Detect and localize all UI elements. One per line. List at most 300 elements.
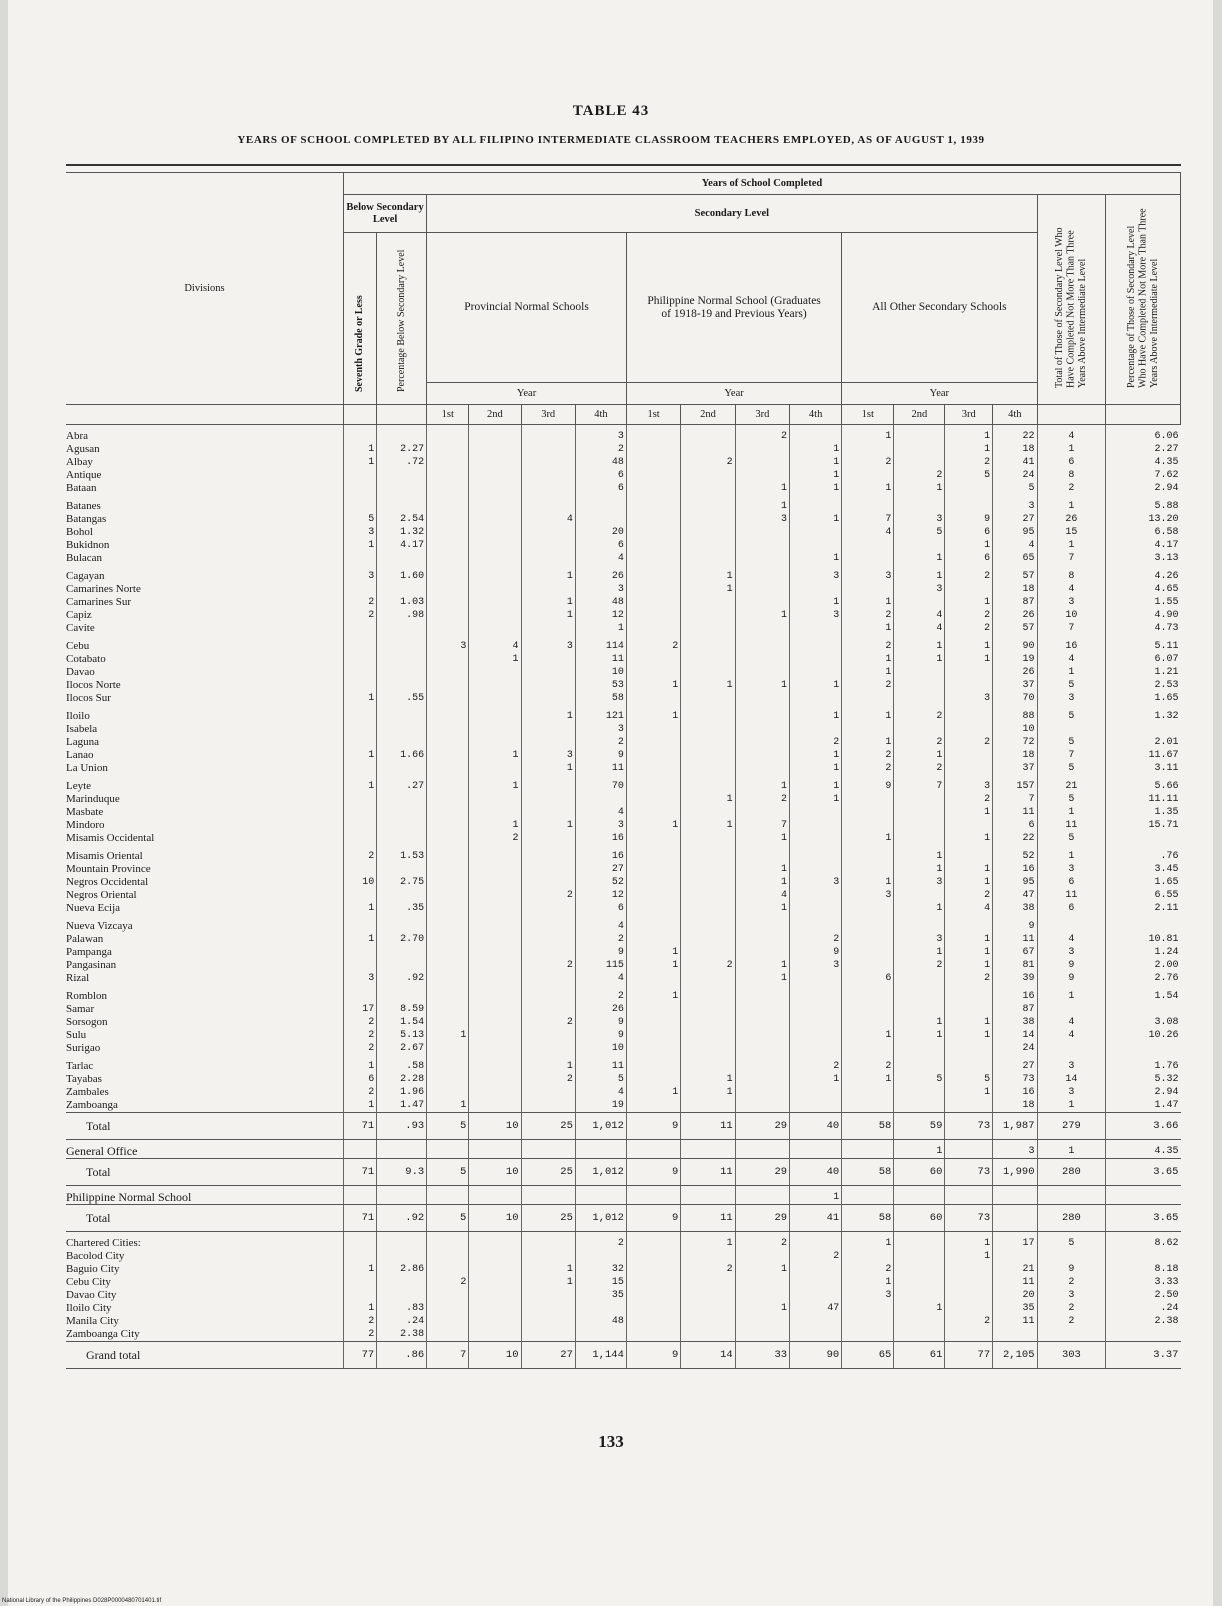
table-cell xyxy=(681,723,735,736)
table-cell xyxy=(681,495,735,513)
division-name: Antique xyxy=(66,469,102,481)
table-cell: 1 xyxy=(842,1073,894,1086)
table-cell: 18 xyxy=(993,583,1037,596)
table-cell: 1 xyxy=(343,933,376,946)
year-y1-other-header: 1st xyxy=(842,405,894,425)
table-cell xyxy=(681,1029,735,1042)
table-cell xyxy=(735,622,789,635)
table-cell xyxy=(894,1315,945,1328)
table-cell xyxy=(626,495,680,513)
table-cell xyxy=(842,1315,894,1328)
table-cell xyxy=(521,526,575,539)
table-cell: 3 xyxy=(945,775,993,793)
table-cell xyxy=(681,635,735,653)
table-cell: 6 xyxy=(1037,876,1106,889)
table-cell xyxy=(343,1186,376,1205)
table-cell xyxy=(894,985,945,1003)
table-cell: 2.94 xyxy=(1106,1086,1181,1099)
table-cell xyxy=(469,443,521,456)
table-cell: 1 xyxy=(945,933,993,946)
table-cell: 29 xyxy=(735,1205,789,1232)
table-cell xyxy=(469,1086,521,1099)
table-cell: 1 xyxy=(842,876,894,889)
table-cell xyxy=(945,495,993,513)
division-name: Tayabas xyxy=(66,1073,102,1085)
table-cell xyxy=(343,723,376,736)
table-cell: 4.17 xyxy=(1106,539,1181,552)
table-cell xyxy=(575,513,626,526)
division-name: Negros Oriental xyxy=(66,889,137,901)
table-cell xyxy=(427,889,469,902)
table-cell xyxy=(377,425,427,444)
table-cell xyxy=(945,1186,993,1205)
table-cell xyxy=(521,666,575,679)
table-cell: 10.26 xyxy=(1106,1029,1181,1042)
table-cell xyxy=(790,539,842,552)
table-cell: 1,987 xyxy=(993,1113,1037,1140)
table-cell: 1 xyxy=(626,819,680,832)
table-cell xyxy=(521,736,575,749)
table-cell: 9 xyxy=(790,946,842,959)
seventh-grade-header: Seventh Grade or Less xyxy=(343,233,376,405)
table-cell xyxy=(469,1003,521,1016)
table-cell xyxy=(681,1315,735,1328)
table-cell xyxy=(681,1099,735,1113)
table-cell xyxy=(469,1099,521,1113)
table-cell xyxy=(681,1289,735,1302)
table-cell: 9 xyxy=(626,1159,680,1186)
table-cell: 11.11 xyxy=(1106,793,1181,806)
table-cell: .92 xyxy=(377,1205,427,1232)
table-cell: 2 xyxy=(343,1029,376,1042)
table-cell: 3 xyxy=(575,819,626,832)
table-cell: 2 xyxy=(575,933,626,946)
table-row xyxy=(66,1055,1181,1073)
division-name: La Union xyxy=(66,762,108,774)
table-cell xyxy=(521,946,575,959)
table-cell xyxy=(681,666,735,679)
table-row xyxy=(66,985,1181,1003)
table-cell xyxy=(945,1276,993,1289)
table-cell xyxy=(842,1086,894,1099)
table-cell: 1 xyxy=(343,749,376,762)
table-cell xyxy=(790,1140,842,1159)
table-cell: 3 xyxy=(521,635,575,653)
table-cell xyxy=(469,1315,521,1328)
table-cell xyxy=(626,793,680,806)
table-cell: 2 xyxy=(842,456,894,469)
table-cell xyxy=(735,526,789,539)
table-cell: 1 xyxy=(790,1073,842,1086)
division-name: Leyte xyxy=(66,780,92,792)
table-cell: 7 xyxy=(842,513,894,526)
table-cell xyxy=(735,762,789,775)
table-cell: 1 xyxy=(790,775,842,793)
table-cell: 3 xyxy=(575,583,626,596)
table-cell: 1 xyxy=(427,1029,469,1042)
table-row xyxy=(66,443,1181,456)
division-name: Sorsogon xyxy=(66,1016,108,1028)
table-cell xyxy=(521,845,575,863)
table-cell xyxy=(521,653,575,666)
table-cell xyxy=(377,583,427,596)
table-cell xyxy=(521,456,575,469)
table-cell: 4 xyxy=(1037,653,1106,666)
table-cell xyxy=(790,915,842,933)
table-cell: 1 xyxy=(626,679,680,692)
table-cell: 1 xyxy=(945,959,993,972)
table-cell xyxy=(521,552,575,565)
table-cell xyxy=(469,1140,521,1159)
table-cell xyxy=(681,1055,735,1073)
table-cell: 10 xyxy=(469,1113,521,1140)
table-cell: 1 xyxy=(521,609,575,622)
table-cell xyxy=(1106,723,1181,736)
table-cell xyxy=(427,806,469,819)
table-cell xyxy=(343,679,376,692)
table-cell: 6 xyxy=(1037,456,1106,469)
division-name: Romblon xyxy=(66,990,107,1002)
table-cell xyxy=(427,705,469,723)
table-cell xyxy=(626,565,680,583)
table-cell: 2 xyxy=(575,443,626,456)
table-cell xyxy=(521,915,575,933)
table-cell: .76 xyxy=(1106,845,1181,863)
table-cell xyxy=(626,1099,680,1113)
table-cell xyxy=(790,495,842,513)
table-cell: 70 xyxy=(575,775,626,793)
table-cell: 5 xyxy=(427,1113,469,1140)
table-cell: 1 xyxy=(790,679,842,692)
division-name: Mindoro xyxy=(66,819,105,831)
table-cell xyxy=(343,1140,376,1159)
table-cell: 9 xyxy=(1037,972,1106,985)
table-cell xyxy=(945,1302,993,1315)
table-cell: 57 xyxy=(993,565,1037,583)
table-cell: 6.07 xyxy=(1106,653,1181,666)
table-cell: 16 xyxy=(993,1086,1037,1099)
table-cell: 5 xyxy=(1037,1232,1106,1251)
table-cell xyxy=(681,609,735,622)
table-cell xyxy=(521,1328,575,1342)
table-cell xyxy=(521,692,575,705)
table-cell: 14 xyxy=(681,1342,735,1369)
table-cell xyxy=(842,959,894,972)
table-cell xyxy=(626,1016,680,1029)
division-name: Nueva Vizcaya xyxy=(66,920,133,932)
table-cell xyxy=(469,1232,521,1251)
table-cell: 1 xyxy=(469,775,521,793)
table-cell: 5 xyxy=(945,469,993,482)
table-cell xyxy=(626,832,680,845)
division-name: General Office xyxy=(66,1144,138,1158)
table-cell: 9 xyxy=(626,1113,680,1140)
table-cell: 1.55 xyxy=(1106,596,1181,609)
table-cell xyxy=(735,806,789,819)
table-cell xyxy=(377,736,427,749)
table-cell: 9 xyxy=(945,513,993,526)
table-cell xyxy=(427,495,469,513)
table-cell: 5 xyxy=(945,1073,993,1086)
table-cell xyxy=(681,526,735,539)
table-cell xyxy=(521,469,575,482)
table-cell xyxy=(427,972,469,985)
table-cell xyxy=(735,845,789,863)
table-cell: 2 xyxy=(945,609,993,622)
table-cell xyxy=(735,469,789,482)
table-cell: 21 xyxy=(1037,775,1106,793)
table-cell xyxy=(469,1328,521,1342)
table-cell xyxy=(735,946,789,959)
table-cell: 2 xyxy=(945,972,993,985)
table-cell: 57 xyxy=(993,622,1037,635)
table-cell: 2.53 xyxy=(1106,679,1181,692)
table-cell: 16 xyxy=(1037,635,1106,653)
table-cell xyxy=(681,622,735,635)
table-cell xyxy=(469,705,521,723)
table-cell: 52 xyxy=(993,845,1037,863)
table-cell: 1 xyxy=(1037,666,1106,679)
table-cell: 4 xyxy=(1037,583,1106,596)
table-cell xyxy=(343,622,376,635)
table-cell xyxy=(735,443,789,456)
table-cell: 1 xyxy=(735,832,789,845)
table-cell xyxy=(575,793,626,806)
year-y4-provincial-header: 4th xyxy=(575,405,626,425)
table-cell xyxy=(945,985,993,1003)
table-cell: 6 xyxy=(993,819,1037,832)
table-cell: 1 xyxy=(735,902,789,915)
pct-col-header: Percentage of Those of Secondary Level Who Have Completed Not More Than Three Years Above Intermediate Level xyxy=(1106,195,1181,405)
table-cell: 7 xyxy=(894,775,945,793)
table-row xyxy=(66,889,1181,902)
table-cell: 4 xyxy=(575,806,626,819)
table-cell xyxy=(681,762,735,775)
table-cell xyxy=(427,793,469,806)
table-cell: 2 xyxy=(343,1016,376,1029)
table-cell: 1 xyxy=(1037,443,1106,456)
table-cell: 11 xyxy=(681,1113,735,1140)
table-cell: 2.94 xyxy=(1106,482,1181,495)
table-cell: 67 xyxy=(993,946,1037,959)
table-cell: 1 xyxy=(945,806,993,819)
table-cell xyxy=(842,692,894,705)
table-cell: 1 xyxy=(945,876,993,889)
table-cell: 1 xyxy=(626,959,680,972)
table-cell: 1 xyxy=(842,1232,894,1251)
blank-header-cell xyxy=(377,405,427,425)
year-y1-pns-header: 1st xyxy=(626,405,680,425)
table-cell: 2.28 xyxy=(377,1073,427,1086)
table-cell xyxy=(1106,1250,1181,1263)
table-cell: 4.26 xyxy=(1106,565,1181,583)
table-cell: 3.11 xyxy=(1106,762,1181,775)
table-cell: 58 xyxy=(842,1113,894,1140)
table-cell: 3 xyxy=(894,583,945,596)
table-cell: 4 xyxy=(575,552,626,565)
table-cell xyxy=(626,775,680,793)
table-cell: 2 xyxy=(790,1250,842,1263)
table-cell xyxy=(894,425,945,444)
table-cell: 1.53 xyxy=(377,845,427,863)
table-cell xyxy=(427,539,469,552)
table-cell: 16 xyxy=(993,863,1037,876)
blank-header-cell xyxy=(343,405,376,425)
table-cell: 4 xyxy=(575,915,626,933)
year-y4-pns-header: 4th xyxy=(790,405,842,425)
table-cell xyxy=(735,456,789,469)
total-col-header: Total of Those of Secondary Level Who Have Completed Not More Than Three Years Above Intermediate Level xyxy=(1037,195,1106,405)
table-row xyxy=(66,1289,1181,1302)
table-cell: 65 xyxy=(842,1342,894,1369)
table-cell xyxy=(945,723,993,736)
table-cell: 41 xyxy=(790,1205,842,1232)
table-cell: 1.54 xyxy=(377,1016,427,1029)
table-cell xyxy=(626,583,680,596)
table-cell xyxy=(427,1289,469,1302)
table-cell: 1 xyxy=(681,1232,735,1251)
table-cell: 22 xyxy=(993,832,1037,845)
table-cell xyxy=(469,1250,521,1263)
table-cell: 4 xyxy=(894,609,945,622)
table-cell: 1.54 xyxy=(1106,985,1181,1003)
table-cell xyxy=(427,832,469,845)
table-cell xyxy=(343,762,376,775)
table-cell: 8 xyxy=(1037,469,1106,482)
table-cell xyxy=(735,552,789,565)
table-cell xyxy=(469,1289,521,1302)
table-cell: 5 xyxy=(427,1205,469,1232)
table-cell xyxy=(427,482,469,495)
table-cell: 1 xyxy=(790,596,842,609)
table-cell: 7 xyxy=(427,1342,469,1369)
table-cell xyxy=(842,469,894,482)
table-cell: 19 xyxy=(575,1099,626,1113)
table-cell: 10 xyxy=(469,1342,521,1369)
table-cell: 26 xyxy=(575,1003,626,1016)
table-cell xyxy=(469,526,521,539)
table-cell: 4.17 xyxy=(377,539,427,552)
table-cell: 35 xyxy=(993,1302,1037,1315)
table-cell xyxy=(993,1205,1037,1232)
table-cell: 2,105 xyxy=(993,1342,1037,1369)
table-cell: 5 xyxy=(1037,736,1106,749)
table-row xyxy=(66,583,1181,596)
table-cell xyxy=(790,583,842,596)
table-subtitle: YEARS OF SCHOOL COMPLETED BY ALL FILIPINO INTERMEDIATE CLASSROOM TEACHERS EMPLOYED, AS OF AUGUST 1, 1939 xyxy=(237,134,985,146)
table-cell: 73 xyxy=(945,1113,993,1140)
table-cell xyxy=(469,845,521,863)
table-cell xyxy=(575,1250,626,1263)
table-cell: 1 xyxy=(735,863,789,876)
table-cell xyxy=(377,946,427,959)
table-cell: 1 xyxy=(735,775,789,793)
table-cell xyxy=(1037,1186,1106,1205)
table-cell xyxy=(427,736,469,749)
table-cell xyxy=(790,889,842,902)
table-cell xyxy=(626,933,680,946)
table-cell xyxy=(790,902,842,915)
table-row xyxy=(66,1073,1181,1086)
table-cell: 1 xyxy=(790,705,842,723)
table-cell: 2 xyxy=(945,622,993,635)
table-cell: 1 xyxy=(735,609,789,622)
table-cell: 1 xyxy=(1037,495,1106,513)
table-cell xyxy=(343,946,376,959)
table-cell: 26 xyxy=(575,565,626,583)
table-cell: 2.27 xyxy=(377,443,427,456)
table-cell xyxy=(945,705,993,723)
table-cell xyxy=(735,705,789,723)
table-cell xyxy=(894,443,945,456)
table-cell xyxy=(626,723,680,736)
table-cell xyxy=(343,482,376,495)
table-cell xyxy=(377,819,427,832)
table-row xyxy=(66,539,1181,552)
table-cell xyxy=(735,1276,789,1289)
table-cell: 24 xyxy=(993,1042,1037,1055)
table-cell xyxy=(735,1099,789,1113)
table-row xyxy=(66,1250,1181,1263)
table-cell xyxy=(681,902,735,915)
table-cell: 47 xyxy=(790,1302,842,1315)
table-cell: 38 xyxy=(993,902,1037,915)
table-cell xyxy=(790,1029,842,1042)
table-cell: 73 xyxy=(945,1205,993,1232)
table-cell: 4.65 xyxy=(1106,583,1181,596)
division-name: Cotabato xyxy=(66,653,106,665)
table-cell: 1 xyxy=(790,749,842,762)
table-cell: 2 xyxy=(790,1055,842,1073)
table-cell: 4 xyxy=(735,889,789,902)
table-cell: 5 xyxy=(894,526,945,539)
table-cell: 1 xyxy=(842,705,894,723)
table-cell: 11 xyxy=(575,653,626,666)
table-cell xyxy=(343,666,376,679)
table-cell: 1 xyxy=(681,583,735,596)
blank-header-cell xyxy=(66,405,343,425)
table-cell: 1 xyxy=(945,443,993,456)
table-cell: 1 xyxy=(735,482,789,495)
table-cell: 2 xyxy=(842,762,894,775)
table-cell xyxy=(894,495,945,513)
table-cell xyxy=(842,806,894,819)
table-row xyxy=(66,736,1181,749)
table-cell xyxy=(681,736,735,749)
table-cell: .55 xyxy=(377,692,427,705)
table-cell: 16 xyxy=(575,845,626,863)
table-cell xyxy=(735,1029,789,1042)
table-cell xyxy=(626,692,680,705)
table-cell xyxy=(469,806,521,819)
table-cell: 5.11 xyxy=(1106,635,1181,653)
table-cell: 1 xyxy=(790,513,842,526)
table-cell xyxy=(427,946,469,959)
table-cell: 27 xyxy=(993,1055,1037,1073)
table-cell: 3 xyxy=(790,876,842,889)
table-cell: 11 xyxy=(1037,819,1106,832)
table-cell xyxy=(626,863,680,876)
table-cell: 1 xyxy=(894,635,945,653)
table-row xyxy=(66,1099,1181,1113)
year-header-pns-prov: Year xyxy=(427,383,627,405)
table-cell xyxy=(626,915,680,933)
division-name: Marinduque xyxy=(66,793,120,805)
table-cell: 3.37 xyxy=(1106,1342,1181,1369)
table-cell: 4 xyxy=(842,526,894,539)
table-cell: 1 xyxy=(842,1276,894,1289)
table-cell xyxy=(343,1289,376,1302)
